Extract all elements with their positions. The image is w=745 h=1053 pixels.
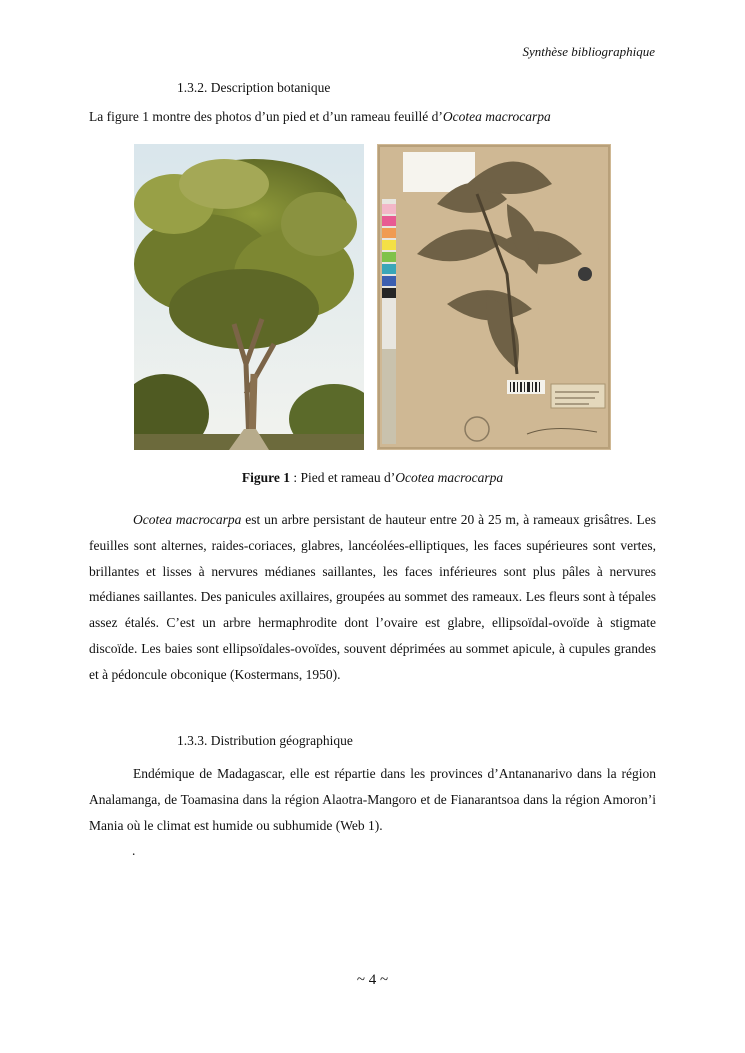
caption-species: Ocotea macrocarpa xyxy=(395,470,504,485)
tree-photo xyxy=(134,144,364,450)
caption-text: : Pied et rameau d’ xyxy=(289,470,396,485)
intro-species: Ocotea macrocarpa xyxy=(442,109,551,124)
figure-label: Figure 1 xyxy=(241,470,290,485)
page-number: ~ 4 ~ xyxy=(356,972,389,988)
figure-1 xyxy=(134,144,612,452)
running-header: Synthèse bibliographique xyxy=(522,44,655,59)
intro-text: La figure 1 montre des photos d’un pied et d’un rameau feuillé d’ xyxy=(89,109,443,124)
figure-caption xyxy=(0,470,745,486)
botanical-description-paragraph xyxy=(89,507,656,688)
distribution-paragraph: Endémique de Madagascar, elle est répartie dans les provinces d’Antananarivo dans la région Analamanga, de Toamasina dans la région Alaotra-Mangoro et de Fianarantsoa dans la région Amoron’i Mania où le climat est humide ou subhumide (Web 1). xyxy=(89,766,656,833)
description-species: Ocotea macrocarpa xyxy=(133,512,242,527)
section-heading-distribution: 1.3.3. Distribution géographique xyxy=(177,733,353,748)
trailing-mark: . xyxy=(132,843,136,858)
herbarium-specimen-photo xyxy=(377,144,611,450)
description-text: est un arbre persistant de hauteur entre 20 à 25 m, à rameaux grisâtres. Les feuilles sont alternes, raides-coriaces, glabres, lancéolées-elliptiques, les faces supérieures sont vertes, brillantes et lisses à nervures médianes saillantes, les faces inférieures sont plus pâles à nervures médianes saillantes. Des panicules axillaires, groupées au sommet des rameaux. Les fleurs sont à tépales assez étalés. C’est un arbre hermaphrodite dont l’ovaire est glabre, ellipsoïdal-ovoïde à stigmate discoïde. Les baies sont ellipsoïdales-ovoïdes, souvent déprimées au sommet apicule, à cupules grandes et à pédoncule obconique (Kostermans, 1950). xyxy=(89,512,656,682)
intro-paragraph xyxy=(89,109,551,125)
section-heading-description: 1.3.2. Description botanique xyxy=(177,80,331,95)
